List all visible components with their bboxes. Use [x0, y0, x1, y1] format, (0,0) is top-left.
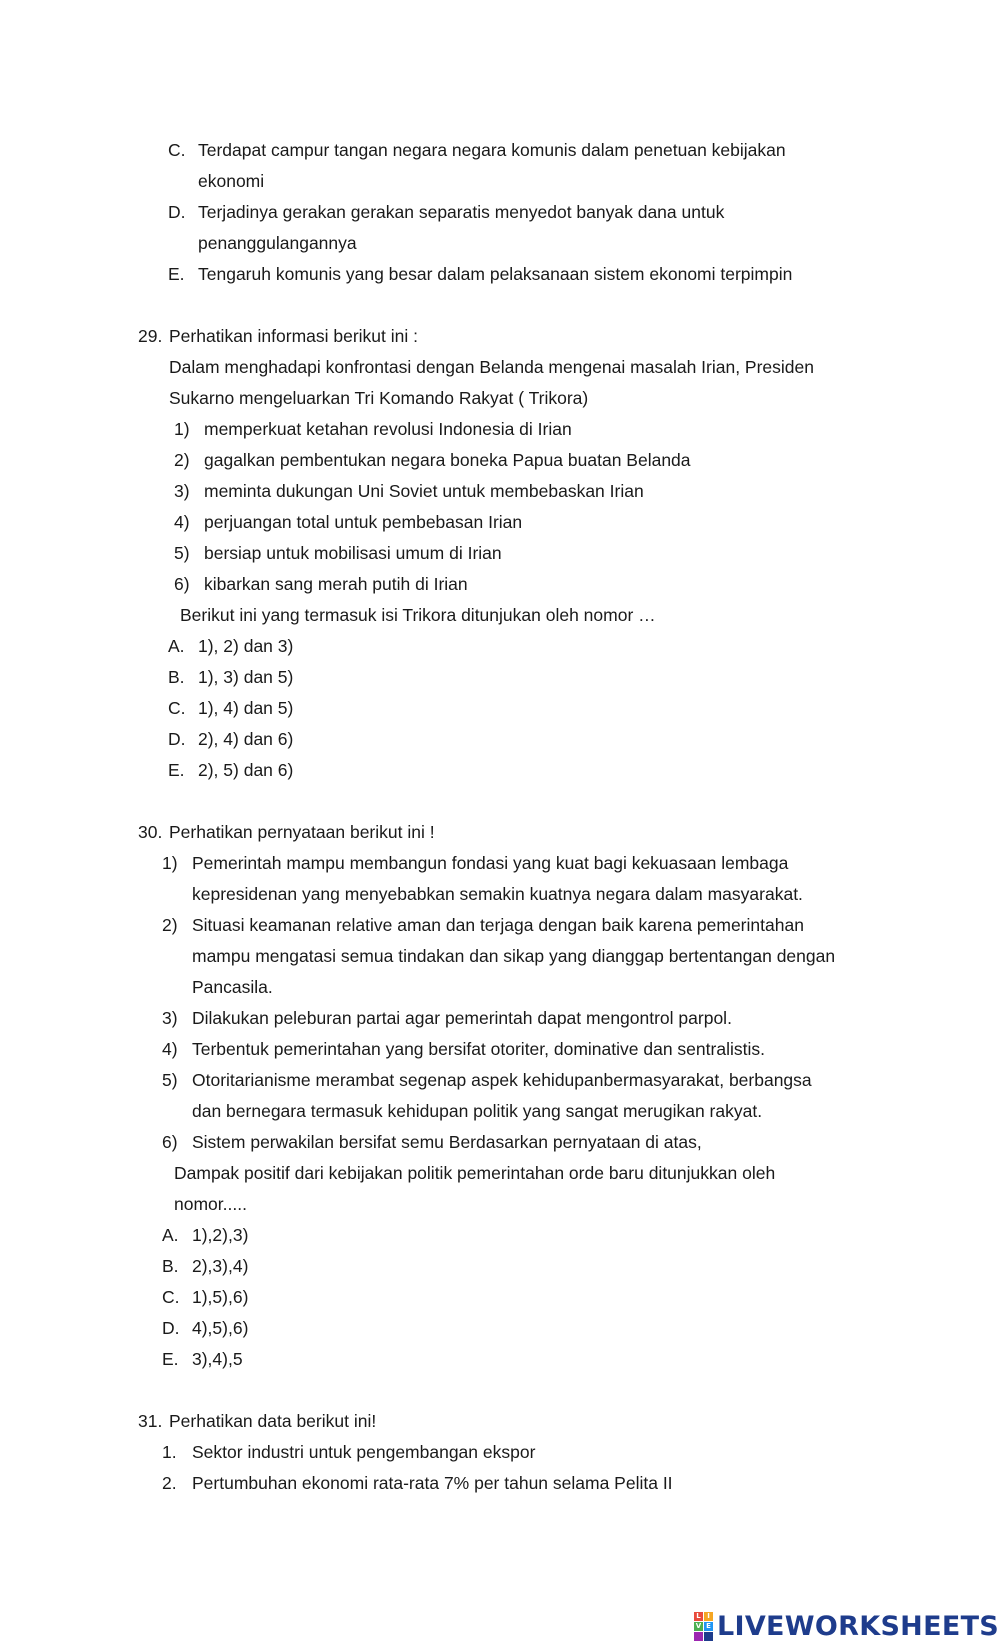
option-text: 3),4),5	[192, 1349, 243, 1369]
list-item: Sektor industri untuk pengembangan ekspor	[192, 1442, 536, 1462]
list-item: memperkuat ketahan revolusi Indonesia di Irian	[204, 419, 572, 439]
option-text: 1),5),6)	[192, 1287, 249, 1307]
liveworksheets-logo	[694, 1611, 999, 1641]
option-label: D.	[168, 729, 186, 749]
list-item: Pemerintah mampu membangun fondasi yang kuat bagi kekuasaan lembaga	[192, 853, 789, 873]
list-item-label: 2.	[162, 1473, 177, 1493]
option-text: Terdapat campur tangan negara negara komunis dalam penetuan kebijakan	[198, 140, 786, 160]
option-label: C.	[162, 1287, 180, 1307]
list-item: Pertumbuhan ekonomi rata-rata 7% per tahun selama Pelita II	[192, 1473, 673, 1493]
list-item-label: 3)	[174, 481, 190, 501]
option-label: C.	[168, 140, 186, 160]
option-label: E.	[162, 1349, 179, 1369]
option-label: E.	[168, 760, 185, 780]
question-intro: Sukarno mengeluarkan Tri Komando Rakyat ( Trikora)	[169, 388, 589, 408]
question-title: Perhatikan informasi berikut ini :	[169, 326, 418, 346]
question-number: 30.	[138, 822, 163, 842]
option-text: penanggulangannya	[198, 233, 357, 253]
list-item-label: 3)	[162, 1008, 178, 1028]
list-item: Terbentuk pemerintahan yang bersifat otoriter, dominative dan sentralistis.	[192, 1039, 765, 1059]
list-item: Pancasila.	[192, 977, 273, 997]
question-prompt: nomor.....	[174, 1194, 247, 1214]
option-text: 1), 3) dan 5)	[198, 667, 294, 687]
question-number: 29.	[138, 326, 163, 346]
list-item: Dilakukan peleburan partai agar pemerintah dapat mengontrol parpol.	[192, 1008, 732, 1028]
list-item: mampu mengatasi semua tindakan dan sikap yang dianggap bertentangan dengan	[192, 946, 836, 966]
question-title: Perhatikan data berikut ini!	[169, 1411, 377, 1431]
list-item-label: 6)	[174, 574, 190, 594]
list-item-label: 1)	[174, 419, 190, 439]
list-item-label: 2)	[174, 450, 190, 470]
option-label: B.	[168, 667, 185, 687]
list-item: Sistem perwakilan bersifat semu Berdasarkan pernyataan di atas,	[192, 1132, 702, 1152]
option-label: B.	[162, 1256, 179, 1276]
question-title: Perhatikan pernyataan berikut ini !	[169, 822, 435, 842]
option-label: C.	[168, 698, 186, 718]
option-text: 2),3),4)	[192, 1256, 249, 1276]
option-text: 1),2),3)	[192, 1225, 249, 1245]
option-text: 2), 4) dan 6)	[198, 729, 294, 749]
question-prompt: Dampak positif dari kebijakan politik pemerintahan orde baru ditunjukkan oleh	[174, 1163, 776, 1183]
option-label: E.	[168, 264, 185, 284]
list-item-label: 6)	[162, 1132, 178, 1152]
option-text: 4),5),6)	[192, 1318, 249, 1338]
list-item-label: 2)	[162, 915, 178, 935]
option-text: Tengaruh komunis yang besar dalam pelaksanaan sistem ekonomi terpimpin	[198, 264, 793, 284]
option-label: A.	[162, 1225, 179, 1245]
option-text: 2), 5) dan 6)	[198, 760, 294, 780]
list-item: bersiap untuk mobilisasi umum di Irian	[204, 543, 502, 563]
question-intro: Dalam menghadapi konfrontasi dengan Belanda mengenai masalah Irian, Presiden	[169, 357, 814, 377]
option-label: A.	[168, 636, 185, 656]
list-item: kibarkan sang merah putih di Irian	[204, 574, 468, 594]
option-text: Terjadinya gerakan gerakan separatis menyedot banyak dana untuk	[198, 202, 725, 222]
option-text: 1), 4) dan 5)	[198, 698, 294, 718]
list-item-label: 4)	[174, 512, 190, 532]
list-item: Situasi keamanan relative aman dan terjaga dengan baik karena pemerintahan	[192, 915, 804, 935]
list-item: kepresidenan yang menyebabkan semakin kuatnya negara dalam masyarakat.	[192, 884, 803, 904]
logo-mark-icon: L I V E	[694, 1612, 713, 1641]
question-number: 31.	[138, 1411, 163, 1431]
list-item: Otoritarianisme merambat segenap aspek kehidupanbermasyarakat, berbangsa	[192, 1070, 812, 1090]
logo-text: LIVEWORKSHEETS	[717, 1610, 1000, 1642]
list-item: gagalkan pembentukan negara boneka Papua buatan Belanda	[204, 450, 691, 470]
list-item-label: 5)	[174, 543, 190, 563]
list-item: dan bernegara termasuk kehidupan politik yang sangat merugikan rakyat.	[192, 1101, 763, 1121]
list-item: perjuangan total untuk pembebasan Irian	[204, 512, 523, 532]
list-item-label: 5)	[162, 1070, 178, 1090]
option-label: D.	[168, 202, 186, 222]
list-item-label: 1.	[162, 1442, 177, 1462]
list-item: meminta dukungan Uni Soviet untuk membebaskan Irian	[204, 481, 644, 501]
option-text: 1), 2) dan 3)	[198, 636, 294, 656]
list-item-label: 1)	[162, 853, 178, 873]
option-text: ekonomi	[198, 171, 265, 191]
list-item-label: 4)	[162, 1039, 178, 1059]
question-prompt: Berikut ini yang termasuk isi Trikora ditunjukan oleh nomor …	[180, 605, 656, 625]
option-label: D.	[162, 1318, 180, 1338]
